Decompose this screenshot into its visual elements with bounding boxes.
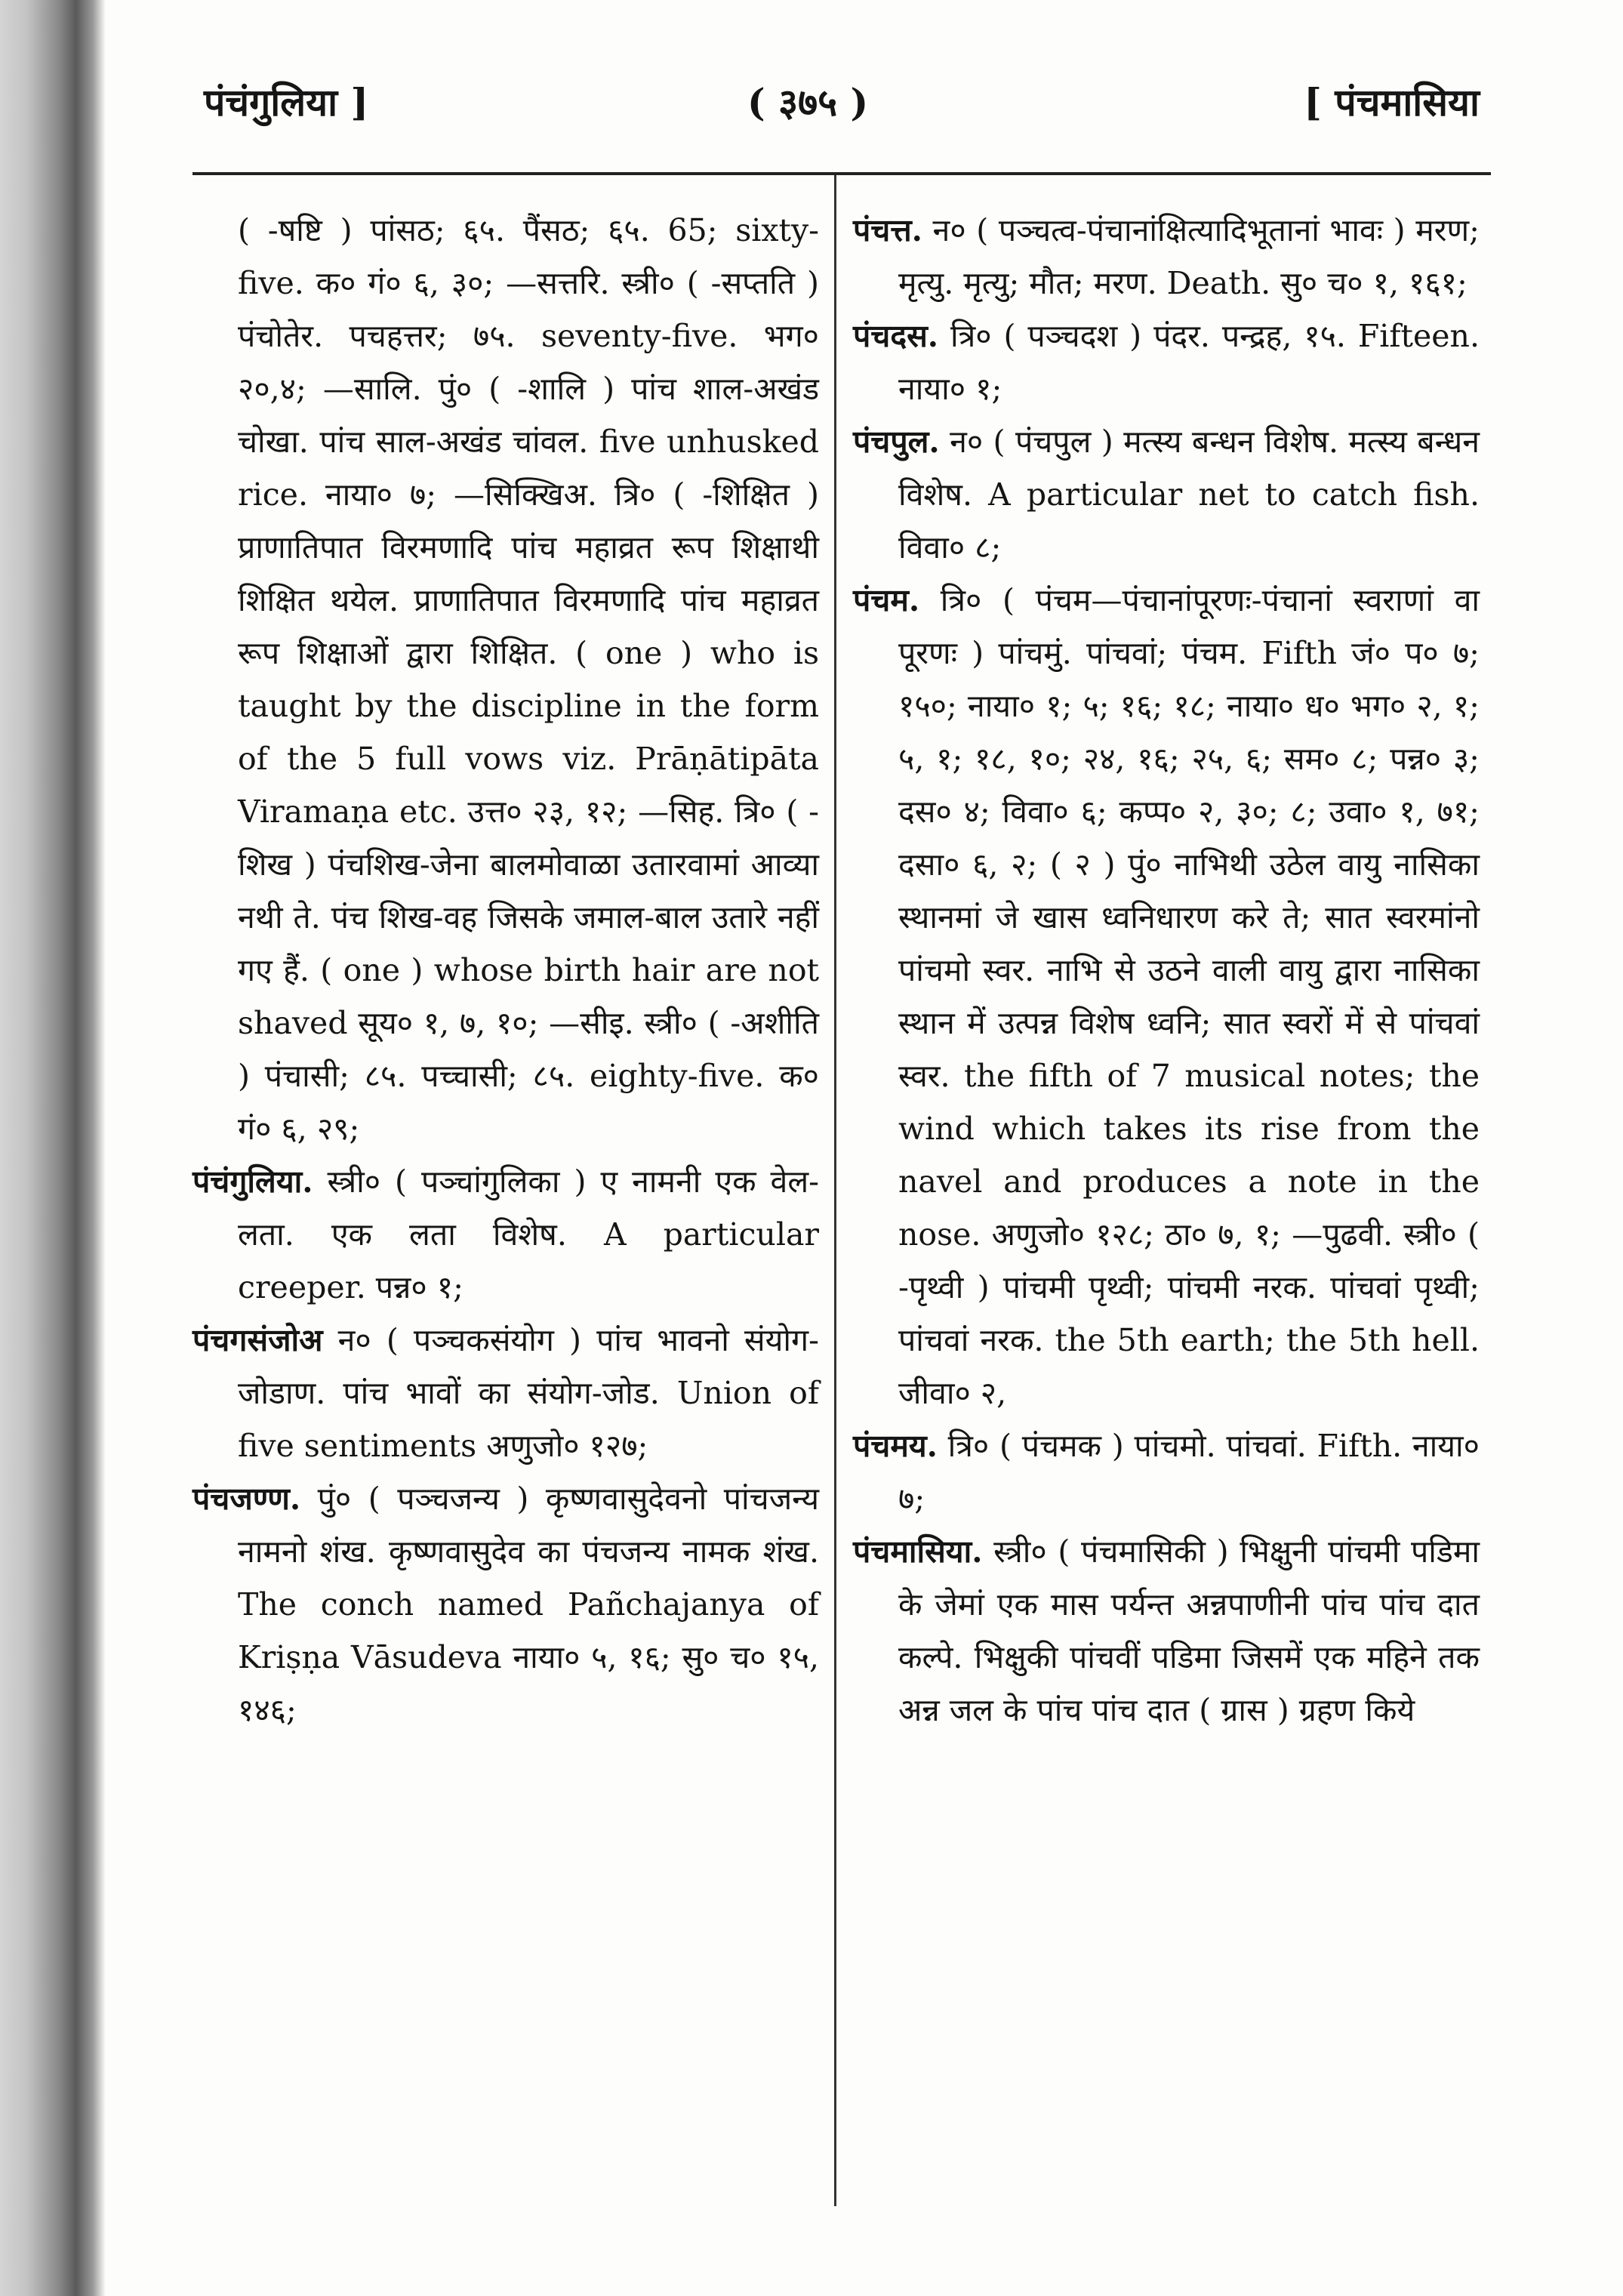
dictionary-entry <box>853 574 1480 1419</box>
dictionary-entry <box>853 1419 1480 1525</box>
dictionary-entry <box>853 204 1480 310</box>
entry-text: स्त्री० ( पञ्चांगुलिका ) ए नामनी एक वेल-लता. एक लता विशेष. A particular creeper. पन्न० १; <box>238 1163 819 1305</box>
entry-headword: पंचमासिया. <box>853 1533 983 1570</box>
entry-headword: पंचजण्ण. <box>192 1481 301 1517</box>
entry-text: त्रि० ( पंचम—पंचानांपूरणः-पंचानां स्वराणां वा पूरणः ) पांचमुं. पांचवां; पंचम. Fifth जं० प० ७; १५०; नाया० १; ५; १६; १८; नाया० ध० भग० २, १; ५, १; १८, १०; २४, १६; २५, ६; सम० ८; पन्न० ३; दस० ४; विवा० ६; कप्प० २, ३०; ८; उवा० १, ७१; दसा० ६, २; ( २ ) पुं० नाभिथी उठेल वायु नासिका स्थानमां जे खास ध्वनिधारण करे ते; सात स्वरमांनो पांचमो स्वर. नाभि से उठने वाली वायु द्वारा नासिका स्थान में उत्पन्न विशेष ध्वनि; सात स्वरों में से पांचवां स्वर. the fifth of 7 musical notes; the wind which takes its rise from the navel and produces a note in the nose. अणुजो० १२८; ठा० ७, १; —पुढवी. स्त्री० ( -पृथ्वी ) पांचमी पृथ्वी; पांचमी नरक. पांचवां पृथ्वी; पांचवां नरक. the 5th earth; the 5th hell. जीवा० २, <box>898 582 1480 1411</box>
dictionary-entry <box>192 1472 819 1737</box>
dictionary-entry <box>853 310 1480 415</box>
header-right-guideword: [ पंचमासिया <box>1304 80 1480 125</box>
entry-text: पुं० ( पञ्चजन्य ) कृष्णवासुदेवनो पांचजन्य नामनो शंख. कृष्णवासुदेव का पंचजन्य नामक शंख. The conch named Pañchajanya of Kriṣṇa Vāsudeva नाया० ५, १६; सु० च० १५, १४६; <box>238 1481 819 1728</box>
entry-text: ( -षष्टि ) पांसठ; ६५. पैंसठ; ६५. 65; sixty-five. क० गं० ६, ३०; —सत्तरि. स्त्री० ( -सप्तति ) पंचोतेर. पचहत्तर; ७५. seventy-five. भग० २०,४; —सालि. पुं० ( -शालि ) पांच शाल-अखंड चोखा. पांच साल-अखंड चांवल. five unhusked rice. नाया० ७; —सिक्खिअ. त्रि० ( -शिक्षित ) प्राणातिपात विरमणादि पांच महाव्रत रूप शिक्षाथी शिक्षित थयेल. प्राणातिपात विरमणादि पांच महाव्रत रूप शिक्षाओं द्वारा शिक्षित. ( one ) who is taught by the discipline in the form of the 5 full vows viz. Prāṇātipāta Viramaṇa etc. उत्त० २३, १२; —सिह. त्रि० ( -शिख ) पंचशिख-जेना बालमोवाळा उतारवामां आव्या नथी ते. पंच शिख-वह जिसके जमाल-बाल उतारे नहीं गए हैं. ( one ) whose birth hair are not shaved सूय० १, ७, १०; —सीइ. स्त्री० ( -अशीति ) पंचासी; ८५. पच्चासी; ८५. eighty-five. क० गं० ६, २९; <box>238 212 819 1147</box>
entry-text: त्रि० ( पंचमक ) पांचमो. पांचवां. Fifth. नाया० ७; <box>898 1428 1480 1517</box>
page-number: ( ३७५ ) <box>747 80 869 125</box>
entry-headword: पंचम. <box>853 582 920 618</box>
entry-text: न० ( पञ्चकसंयोग ) पांच भावनो संयोग-जोडाण. पांच भावों का संयोग-जोड. Union of five sentiments अणुजो० १२७; <box>238 1322 819 1464</box>
entry-text: स्त्री० ( पंचमासिकी ) भिक्षुनी पांचमी पडिमा के जेमां एक मास पर्यन्त अन्नपाणीनी पांच पांच दात कल्पे. भिक्षुकी पांचवीं पडिमा जिसमें एक महिने तक अन्न जल के पांच पांच दात ( ग्रास ) ग्रहण किये <box>898 1533 1480 1728</box>
dictionary-entry <box>853 1525 1480 1737</box>
entry-headword: पंचदस. <box>853 318 939 354</box>
entry-text: त्रि० ( पञ्चदश ) पंदर. पन्द्रह, १५. Fifteen. नाया० १; <box>898 318 1480 407</box>
header-left-guideword: पंचंगुलिया ] <box>204 80 369 125</box>
column-divider <box>834 175 836 2206</box>
left-column <box>192 204 819 1737</box>
header-rule <box>192 172 1491 175</box>
page-header <box>204 76 1480 136</box>
entry-headword: पंचपुल. <box>853 424 940 460</box>
entry-headword: पंचत्त. <box>853 212 922 248</box>
right-column <box>853 204 1480 1737</box>
entry-continuation <box>192 204 819 1155</box>
entry-headword: पंचगसंजोअ <box>192 1322 323 1358</box>
entry-headword: पंचमय. <box>853 1428 938 1464</box>
entry-text: न० ( पञ्चत्व-पंचानांक्षित्यादिभूतानां भावः ) मरण; मृत्यु. मृत्यु; मौत; मरण. Death. सु० च० १, १६१; <box>898 212 1480 301</box>
dictionary-entry <box>192 1155 819 1314</box>
dictionary-entry <box>192 1314 819 1472</box>
book-binding-shadow <box>0 0 106 2296</box>
dictionary-entry <box>853 415 1480 574</box>
entry-text: न० ( पंचपुल ) मत्स्य बन्धन विशेष. मत्स्य बन्धन विशेष. A particular net to catch fish. विवा० ८; <box>898 424 1480 566</box>
entry-headword: पंचंगुलिया. <box>192 1163 313 1200</box>
